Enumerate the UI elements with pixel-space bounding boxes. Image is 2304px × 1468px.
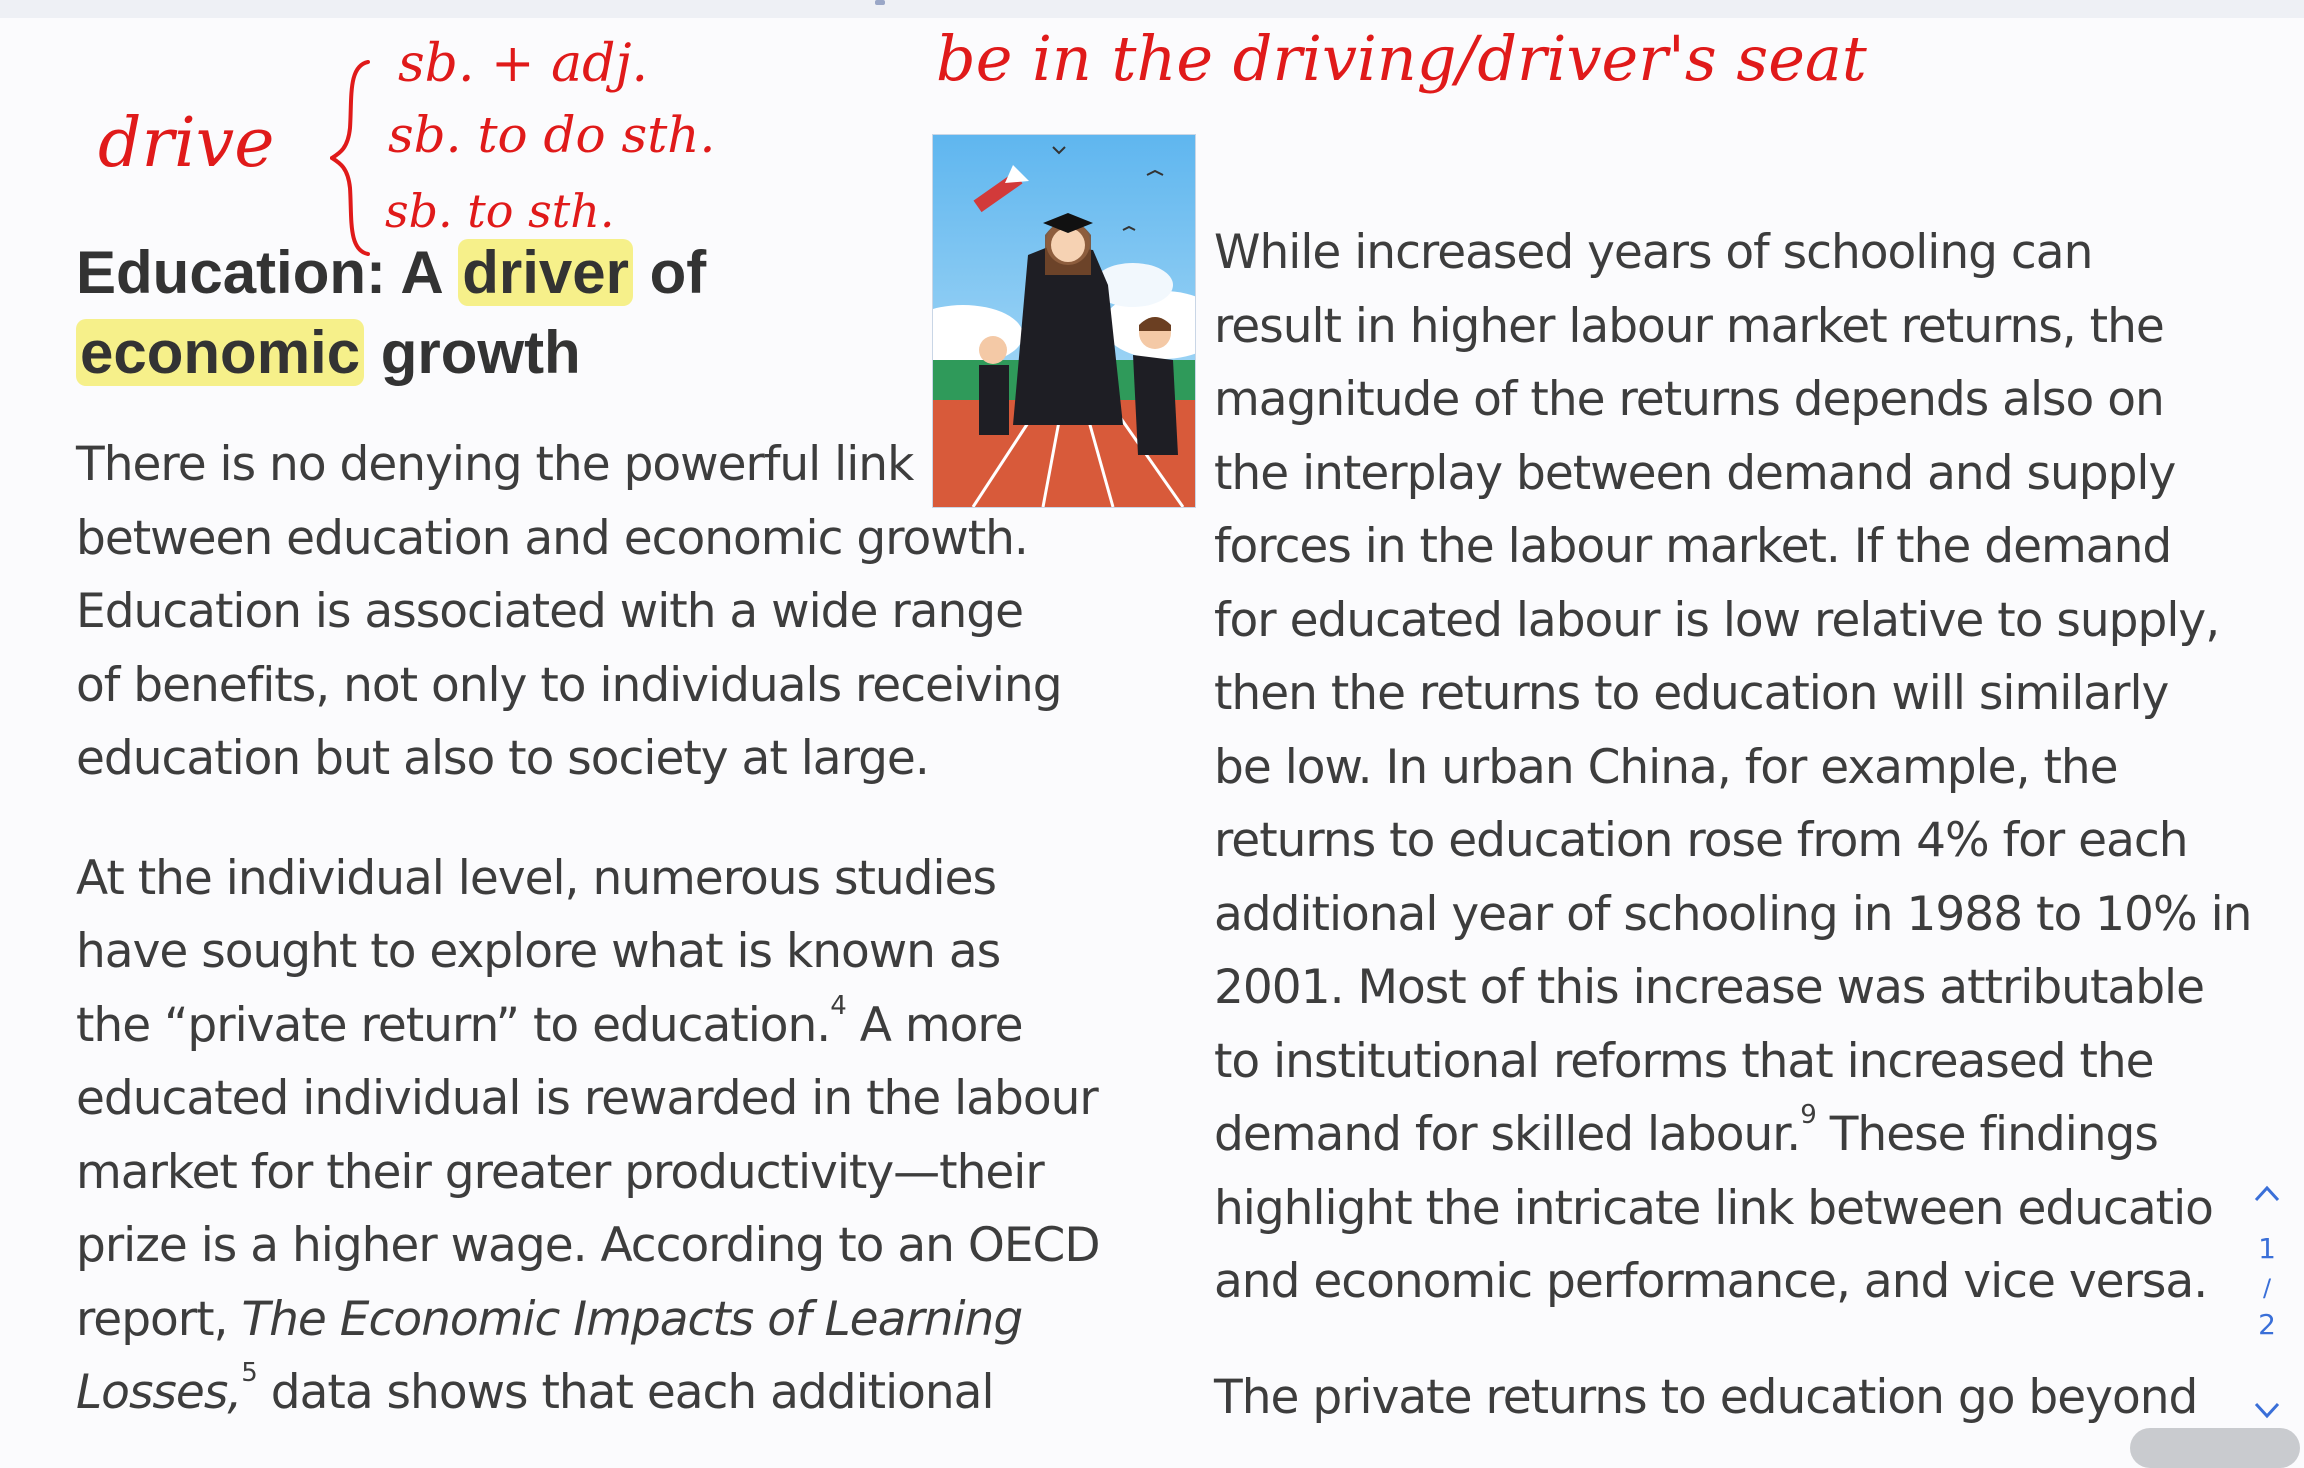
top-toolbar	[0, 0, 2304, 19]
footnote-9[interactable]: 9	[1800, 1100, 1816, 1130]
left-p2-line-5: market for their greater productivity—their	[76, 1144, 1044, 1200]
page-navigator	[2244, 1178, 2290, 1438]
right-line-13-b: These findings	[1815, 1107, 2158, 1162]
title-highlight-driver: driver	[458, 239, 633, 306]
left-p1-line-1: There is no denying the powerful link	[76, 437, 914, 492]
report-title-italic-2: Losses,	[76, 1365, 242, 1420]
left-column	[76, 428, 1100, 1430]
current-page-number: 1	[2258, 1232, 2276, 1265]
document-page	[0, 18, 2304, 1444]
right-line-5: forces in the labour market. If the demand	[1214, 519, 2172, 574]
title-part2: of	[632, 239, 707, 306]
title-part1: Education: A	[76, 239, 459, 306]
report-title-italic: The Economic Impacts of Learning	[241, 1291, 1023, 1347]
left-p2-line-8	[76, 1356, 1096, 1430]
title-part3: growth	[364, 319, 581, 386]
left-p2-line-3-b: A more	[845, 997, 1023, 1053]
left-p1-line-5: education but also to society at large.	[76, 731, 929, 786]
footnote-4[interactable]: 4	[830, 990, 846, 1021]
chevron-down-icon[interactable]	[2244, 1396, 2290, 1426]
left-p2-line-8-b: data shows that each additional	[256, 1365, 994, 1420]
left-p2-line-7	[76, 1283, 1096, 1357]
left-p2-line-1: At the individual level, numerous studies	[76, 850, 996, 906]
left-p2-line-6: prize is a higher wage. According to an OECD	[76, 1218, 1100, 1273]
left-paragraph-1	[76, 428, 1096, 796]
right-line-4: the interplay between demand and supply	[1214, 445, 2176, 501]
right-line-7: then the returns to education will similarly	[1214, 666, 2169, 721]
handwriting-line1: sb. + adj.	[398, 34, 649, 94]
left-p2-line-3-a: the “private return” to education.	[76, 997, 831, 1053]
right-line-13-a: demand for skilled labour.	[1214, 1107, 1801, 1162]
right-line-6: for educated labour is low relative to supply,	[1214, 592, 2220, 648]
toolbar-indicator	[875, 0, 885, 5]
left-p2-line-3	[76, 989, 1096, 1063]
right-next-paragraph: The private returns to education go beyond	[1214, 1369, 2198, 1425]
chevron-up-icon[interactable]	[2244, 1178, 2290, 1208]
article-title	[76, 233, 916, 393]
brace-icon	[330, 58, 370, 258]
handwriting-line3: sb. to sth.	[385, 184, 615, 238]
right-line-15: and economic performance, and vice versa.	[1214, 1254, 2208, 1309]
right-line-2: result in higher labour market returns, the	[1214, 298, 2164, 354]
title-highlight-economic: economic	[76, 319, 364, 386]
left-p2-line-2: have sought to explore what is known as	[76, 924, 1001, 979]
left-p2-line-7-a: report,	[76, 1291, 242, 1347]
page-separator: /	[2262, 1274, 2272, 1302]
left-p1-line-4: of benefits, not only to individuals receiving	[76, 657, 1062, 713]
handwriting-line2: sb. to do sth.	[388, 106, 716, 164]
footnote-5[interactable]: 5	[241, 1358, 257, 1388]
handwriting-drive: drive	[98, 104, 275, 183]
handwriting-phrase: be in the driving/driver's seat	[936, 22, 1867, 95]
right-line-9: returns to education rose from 4% for each	[1214, 813, 2188, 868]
right-line-3: magnitude of the returns depends also on	[1214, 372, 2164, 427]
scrollbar-thumb[interactable]	[2130, 1428, 2300, 1468]
right-line-10: additional year of schooling in 1988 to 10% in	[1214, 886, 2252, 942]
right-column	[1214, 216, 2252, 1434]
right-line-1: While increased years of schooling can	[1214, 225, 2093, 280]
total-page-number: 2	[2258, 1308, 2276, 1341]
right-line-14: highlight the intricate link between educatio	[1214, 1180, 2213, 1236]
right-line-11: 2001. Most of this increase was attributable	[1214, 960, 2204, 1015]
left-paragraph-2	[76, 842, 1100, 1430]
left-p1-line-3: Education is associated with a wide range	[76, 584, 1024, 639]
left-p2-line-4: educated individual is rewarded in the labour	[76, 1071, 1098, 1126]
left-p1-line-2: between education and economic growth.	[76, 510, 1028, 566]
right-line-13	[1214, 1098, 2244, 1172]
right-line-12: to institutional reforms that increased the	[1214, 1033, 2154, 1089]
right-line-8: be low. In urban China, for example, the	[1214, 739, 2118, 795]
